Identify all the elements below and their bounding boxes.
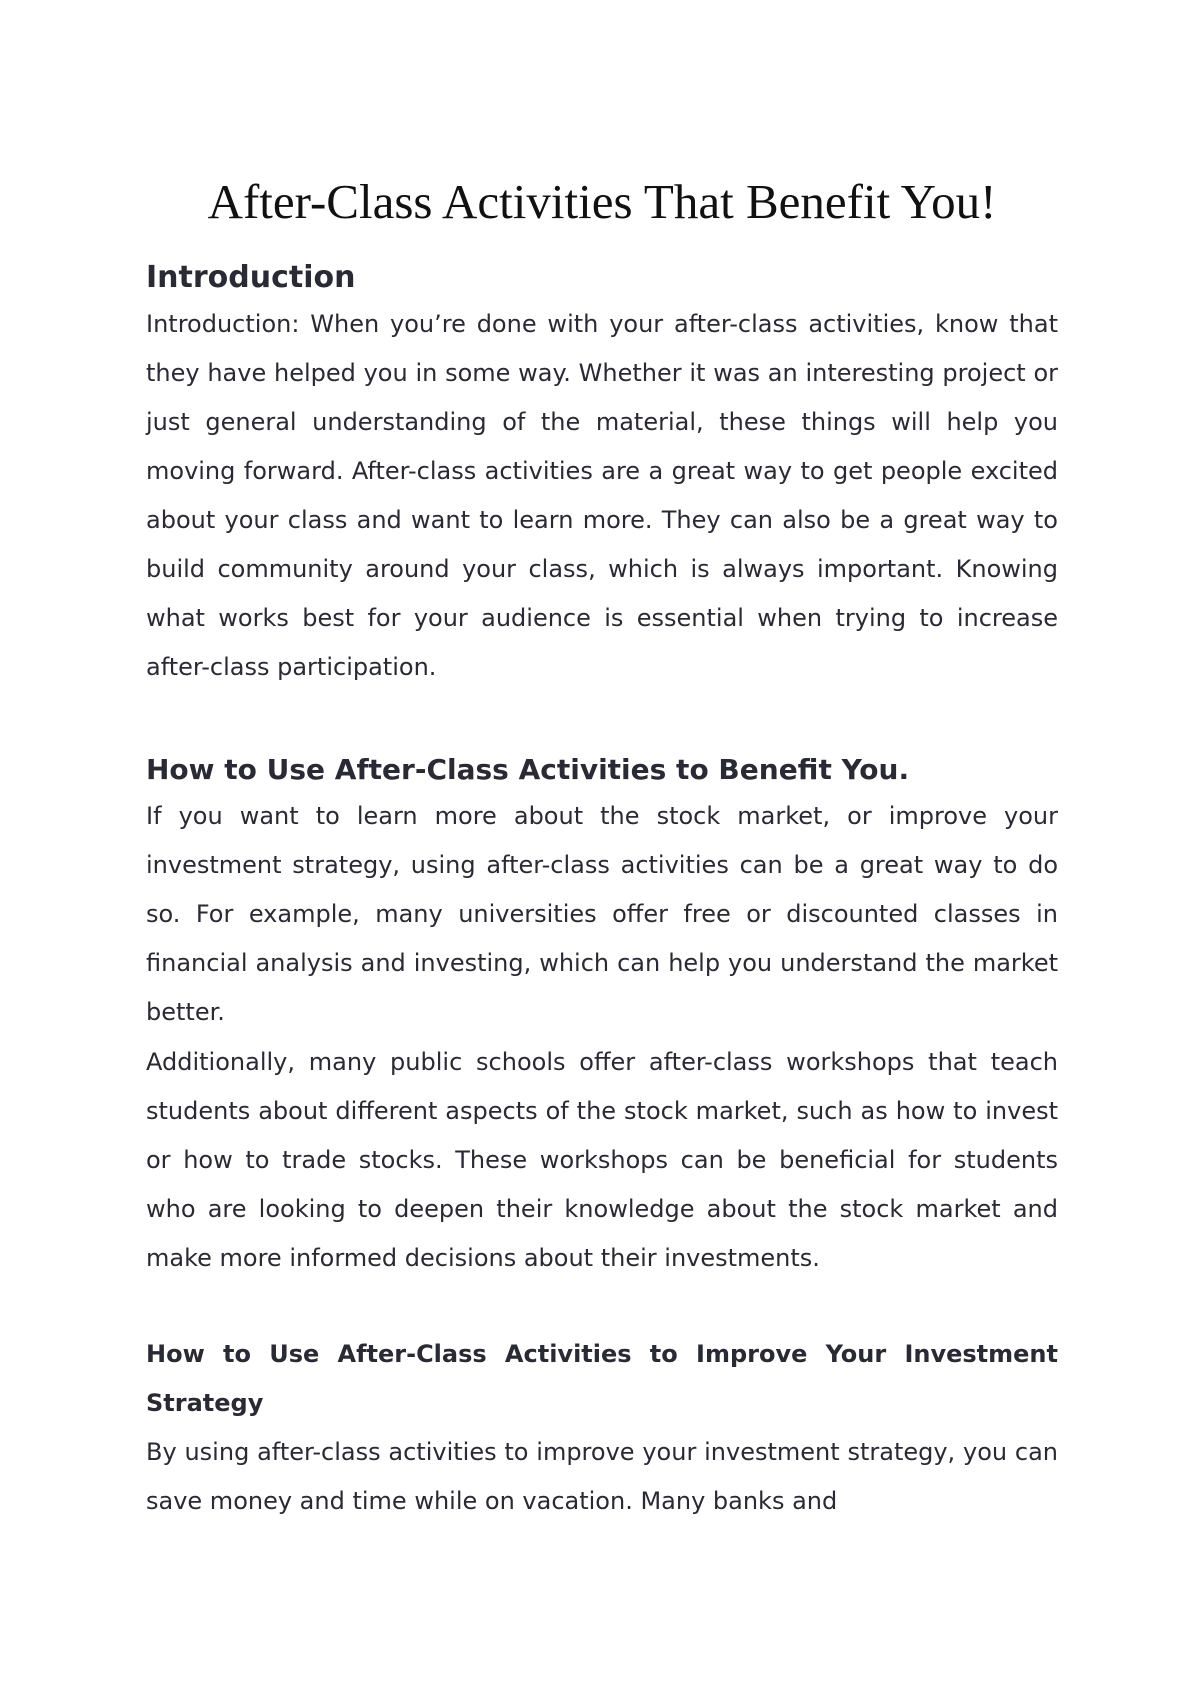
section-heading-how-to-benefit: How to Use After-Class Activities to Benefit You. xyxy=(146,753,910,786)
paragraph-introduction: Introduction: When you’re done with your after-class activities, know that they have helped you in some way. Whether it was an interesting project or just general understanding of the material, these things will help you moving forward. After-class activities are a great way to get people excited about your class and want to learn more. They can also be a great way to build community around your class, which is always important. Knowing what works best for your audience is essential when trying to increase after-class participation. xyxy=(146,310,1058,681)
section-heading-improve-strategy: How to Use After-Class Activities to Improve Your Investment Strategy xyxy=(146,1340,1058,1417)
paragraph-stock-market: If you want to learn more about the stock market, or improve your investment strategy, using after-class activities can be a great way to do so. For example, many universities offer free or discounted classes in financial analysis and investing, which can help you understand the market better. xyxy=(146,802,1058,1026)
paragraph-investment-strategy: By using after-class activities to improve your investment strategy, you can save money and time while on vacation. Many banks and xyxy=(146,1438,1058,1515)
document-title: After-Class Activities That Benefit You! xyxy=(207,174,997,229)
section-heading-introduction: Introduction xyxy=(146,260,356,295)
paragraph-public-schools: Additionally, many public schools offer after-class workshops that teach students about different aspects of the stock market, such as how to invest or how to trade stocks. These workshops can be beneficial for students who are looking to deepen their knowledge about the stock market and make more informed decisions about their investments. xyxy=(146,1048,1058,1272)
